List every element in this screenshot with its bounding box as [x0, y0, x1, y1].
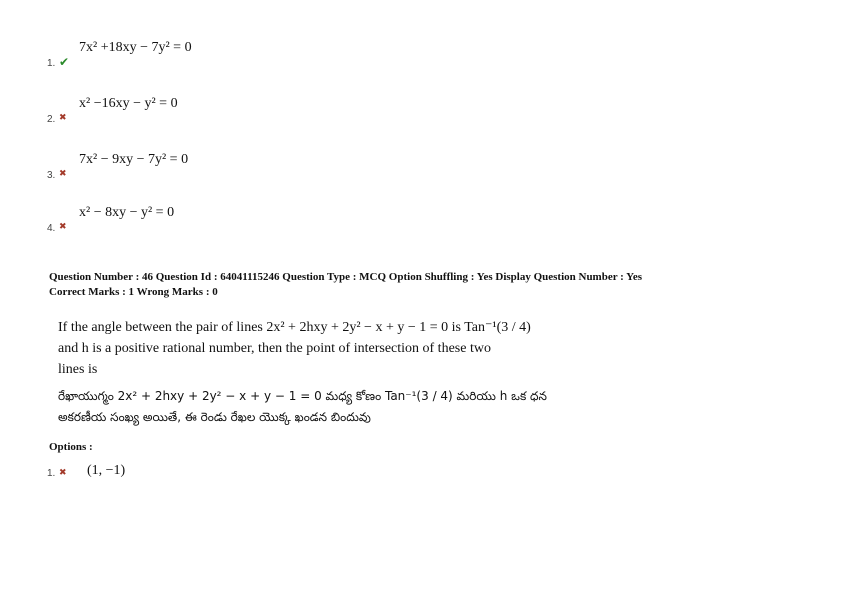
question-meta: [49, 270, 642, 300]
option-value: (1, −1): [87, 463, 126, 478]
option-equation: 7x² +18xy − 7y² = 0: [79, 40, 192, 55]
cross-icon: ✖: [59, 169, 67, 179]
option-equation: x² − 8xy − y² = 0: [79, 205, 175, 220]
question-line: lines is: [58, 362, 98, 377]
option-equation: x² −16xy − y² = 0: [79, 96, 178, 111]
prev-option-4: [47, 205, 174, 234]
question-line: If the angle between the pair of lines 2x² + 2hxy + 2y² − x + y − 1 = 0 is Tan⁻¹(3 / 4): [58, 320, 531, 335]
prev-option-1: [47, 40, 192, 69]
prev-option-3: [47, 152, 188, 181]
cross-icon: ✖: [59, 222, 67, 232]
option-number: 4.: [47, 223, 56, 234]
options-label: Options :: [49, 441, 93, 453]
prev-option-2: [47, 96, 178, 125]
cross-icon: ✖: [59, 467, 67, 478]
cross-icon: ✖: [59, 113, 67, 123]
option-number: 1.: [47, 467, 56, 479]
question-meta-line2: Correct Marks : 1 Wrong Marks : 0: [49, 286, 218, 298]
question-meta-line1: Question Number : 46 Question Id : 64041115246 Question Type : MCQ Option Shuffling : Yes Display Question Number : Yes: [49, 271, 643, 283]
check-icon: ✔: [59, 55, 70, 69]
question-line: అకరణీయ సంఖ్య అయితే, ఈ రెండు రేఖల యొక్క ఖండన బిందువు: [58, 410, 371, 424]
option-number: 2.: [47, 114, 56, 125]
question-line: రేఖాయుగ్మం 2x² + 2hxy + 2y² − x + y − 1 = 0 మధ్య కోణం Tan⁻¹(3 / 4) మరియు h ఒక ధన: [58, 389, 547, 403]
question-text-telugu: [58, 386, 598, 428]
option-number: 1.: [47, 58, 56, 69]
option-equation: 7x² − 9xy − 7y² = 0: [79, 152, 189, 167]
question-line: and h is a positive rational number, then the point of intersection of these two: [58, 341, 491, 356]
question-text-english: [58, 317, 598, 380]
option-number: 3.: [47, 170, 56, 181]
answer-option-1: [47, 463, 125, 479]
